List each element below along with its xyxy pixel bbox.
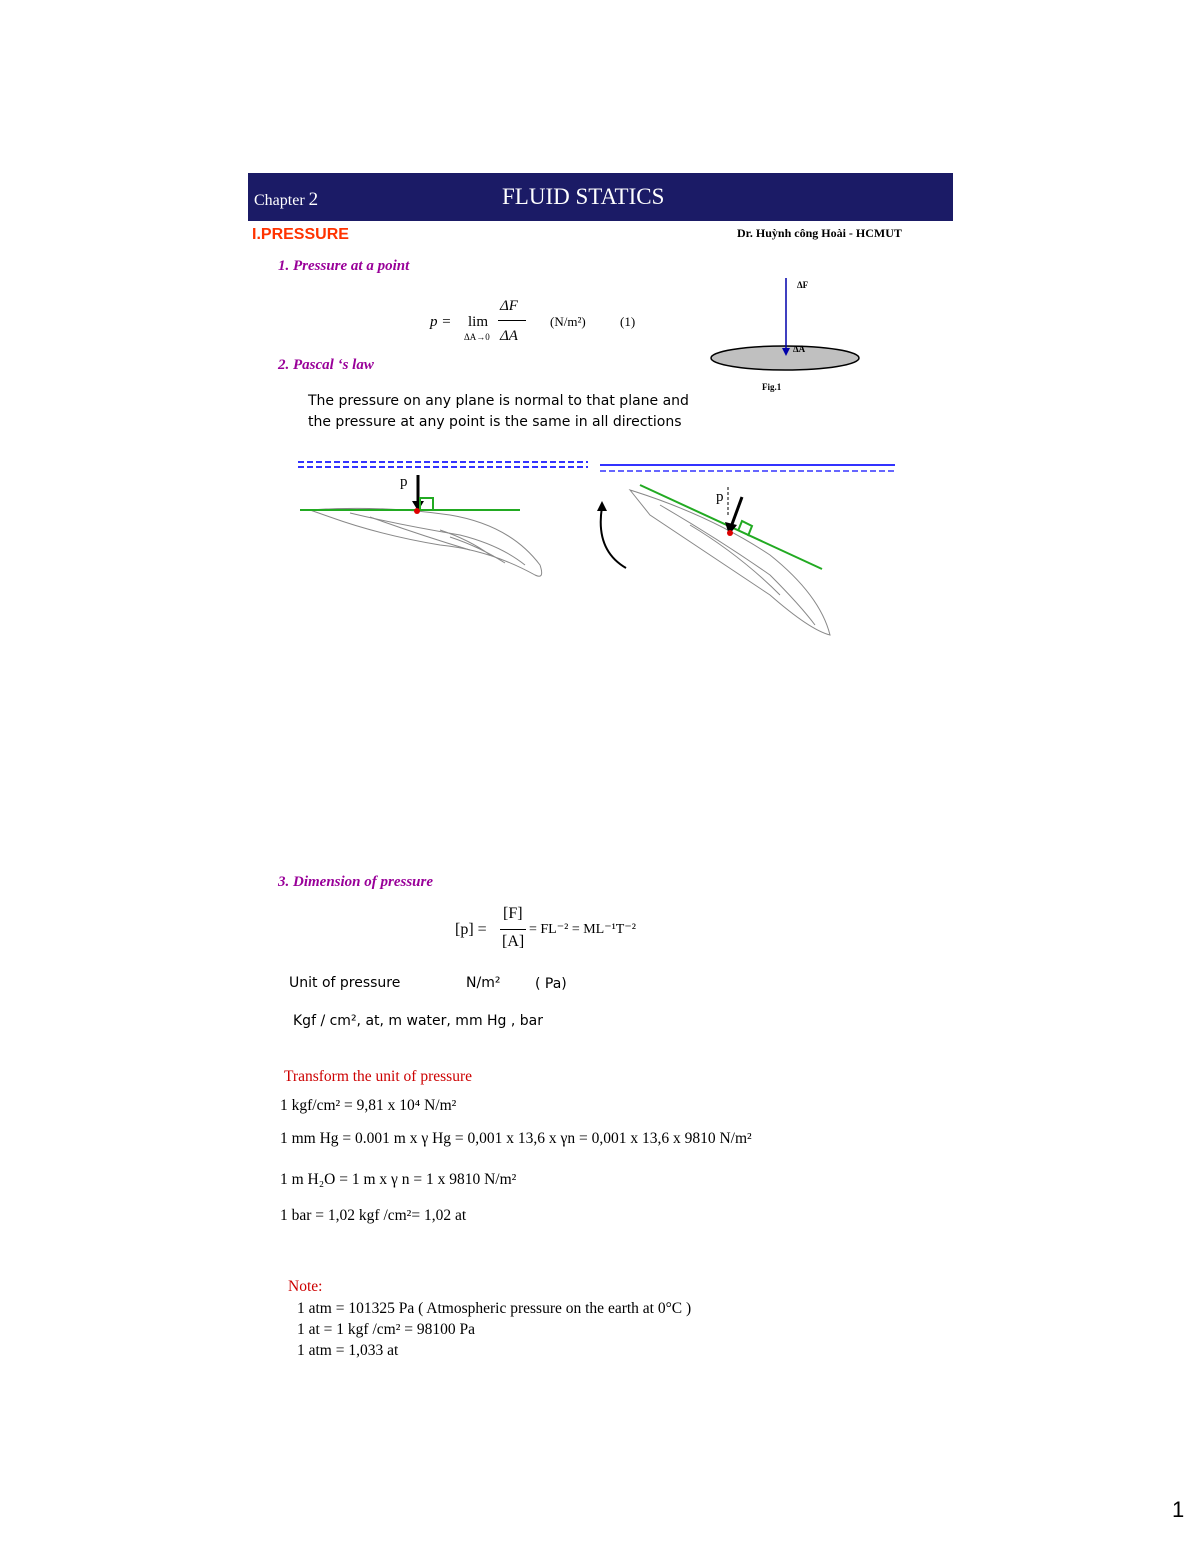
pressure-label-left: p (400, 474, 408, 490)
note-heading: Note: (288, 1278, 323, 1295)
other-units: Kgf / cm², at, m water, mm Hg , bar (293, 1013, 544, 1029)
transform-heading: Transform the unit of pressure (284, 1068, 472, 1085)
dimension-formula: [p] = [F] [A] = FL⁻² = ML⁻¹T⁻² (455, 905, 636, 950)
transform-line-2: 1 mm Hg = 0.001 m x γ Hg = 0,001 x 13,6 x γn = 0,001 x 13,6 x 9810 N/m² (280, 1130, 752, 1147)
pressure-at-point-heading: 1. Pressure at a point (278, 258, 410, 274)
hand-sketch-right (630, 490, 830, 635)
transform-line-4: 1 bar = 1,02 kgf /cm²= 1,02 at (280, 1207, 467, 1224)
pascal-diagram (290, 455, 900, 645)
unit-pa: ( Pa) (535, 976, 567, 992)
note-line-2: 1 at = 1 kgf /cm² = 98100 Pa (297, 1321, 475, 1338)
unit-label: Unit of pressure (289, 975, 401, 991)
chapter-banner (248, 173, 953, 221)
fig1-caption: Fig.1 (762, 382, 782, 392)
chapter-label: Chapter 2 (254, 189, 319, 210)
note-line-1: 1 atm = 101325 Pa ( Atmospheric pressure on the earth at 0°C ) (297, 1300, 692, 1317)
fig1-area-label: ΔA (793, 344, 806, 354)
chapter-title: FLUID STATICS (502, 184, 665, 209)
pressure-formula: p = lim ΔA→0 ΔF ΔA (N/m²) (1) (430, 298, 636, 344)
pascal-line-2: the pressure at any point is the same in all directions (308, 414, 682, 430)
transform-line-3: 1 m H₂O = 1 m x γ n = 1 x 9810 N/m² (280, 1171, 517, 1188)
hand-sketch-left (310, 508, 542, 576)
fig1-force-label: ΔF (797, 280, 809, 290)
pascal-line-1: The pressure on any plane is normal to that plane and (308, 393, 689, 409)
author: Dr. Huỳnh công Hoài - HCMUT (737, 226, 902, 240)
page-number: 1 (1172, 1497, 1185, 1522)
note-line-3: 1 atm = 1,033 at (297, 1342, 399, 1359)
section-heading: I.PRESSURE (252, 226, 349, 243)
unit-si: N/m² (466, 975, 501, 991)
pressure-label-right: p (716, 489, 724, 505)
transform-line-1: 1 kgf/cm² = 9,81 x 10⁴ N/m² (280, 1097, 457, 1114)
dimension-heading: 3. Dimension of pressure (278, 874, 434, 890)
fig1-diagram (700, 270, 870, 400)
rotation-arrow (601, 507, 626, 568)
pascal-heading: 2. Pascal ‘s law (278, 357, 374, 373)
